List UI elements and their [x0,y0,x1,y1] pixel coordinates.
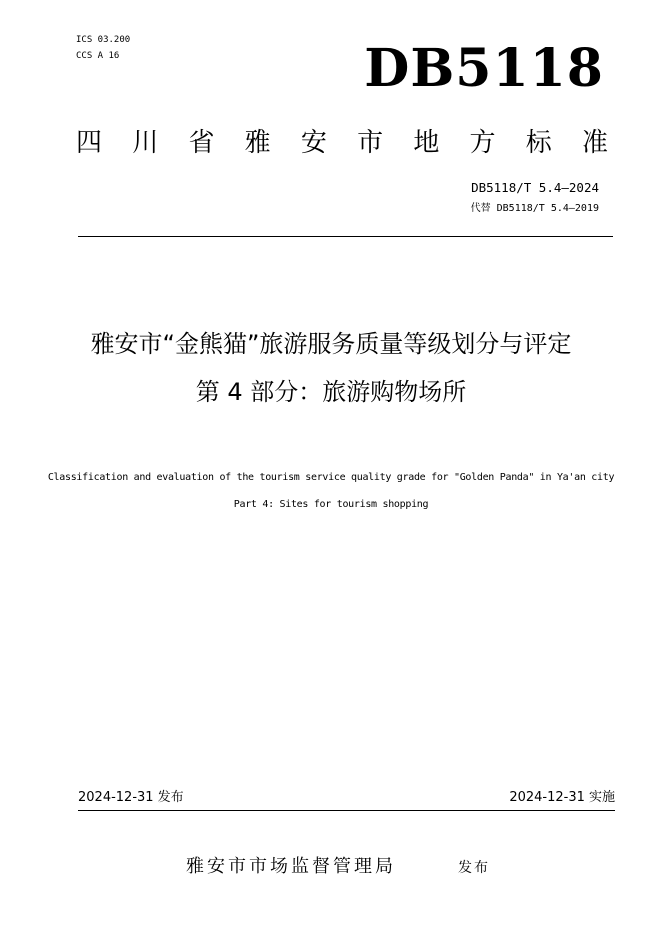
standard-type-char: 安 [300,128,327,158]
standard-type-char: 雅 [244,128,271,158]
title-chinese-line-1: 雅安市“金熊猫”旅游服务质量等级划分与评定 [90,330,572,358]
standard-type-char: 省 [188,128,215,158]
issuing-authority: 雅安市市场监督管理局 [186,856,396,877]
ics-code: ICS 03.200 [76,35,131,45]
standard-type-title [76,126,608,160]
publish-label: 发布 [458,860,490,876]
standard-type-char: 四 [76,128,103,158]
title-english-line-2: Part 4: Sites for tourism shopping [233,499,429,510]
title-chinese-line-2: 第 4 部分：旅游购物场所 [195,378,467,406]
standard-type-char: 地 [413,128,440,158]
implementation-date: 2024-12-31 实施 [509,790,615,805]
issue-date: 2024-12-31 发布 [78,790,184,805]
title-english-line-1: Classification and evaluation of the tourism service quality grade for "Golden Panda" in Ya'an city [47,472,615,483]
standard-type-char: 方 [469,128,496,158]
replaces-standard: 代替 DB5118/T 5.4—2019 [470,203,599,214]
standard-type-char: 标 [525,128,552,158]
standard-type-char: 川 [132,128,159,158]
standard-type-char: 市 [357,128,384,158]
standard-code-logo: DB5118 [364,38,604,99]
standard-type-char: 准 [581,128,608,158]
ccs-code: CCS A 16 [76,51,120,61]
footer-divider [78,810,615,811]
header-divider [78,236,613,237]
standard-number: DB5118/T 5.4—2024 [471,180,599,195]
